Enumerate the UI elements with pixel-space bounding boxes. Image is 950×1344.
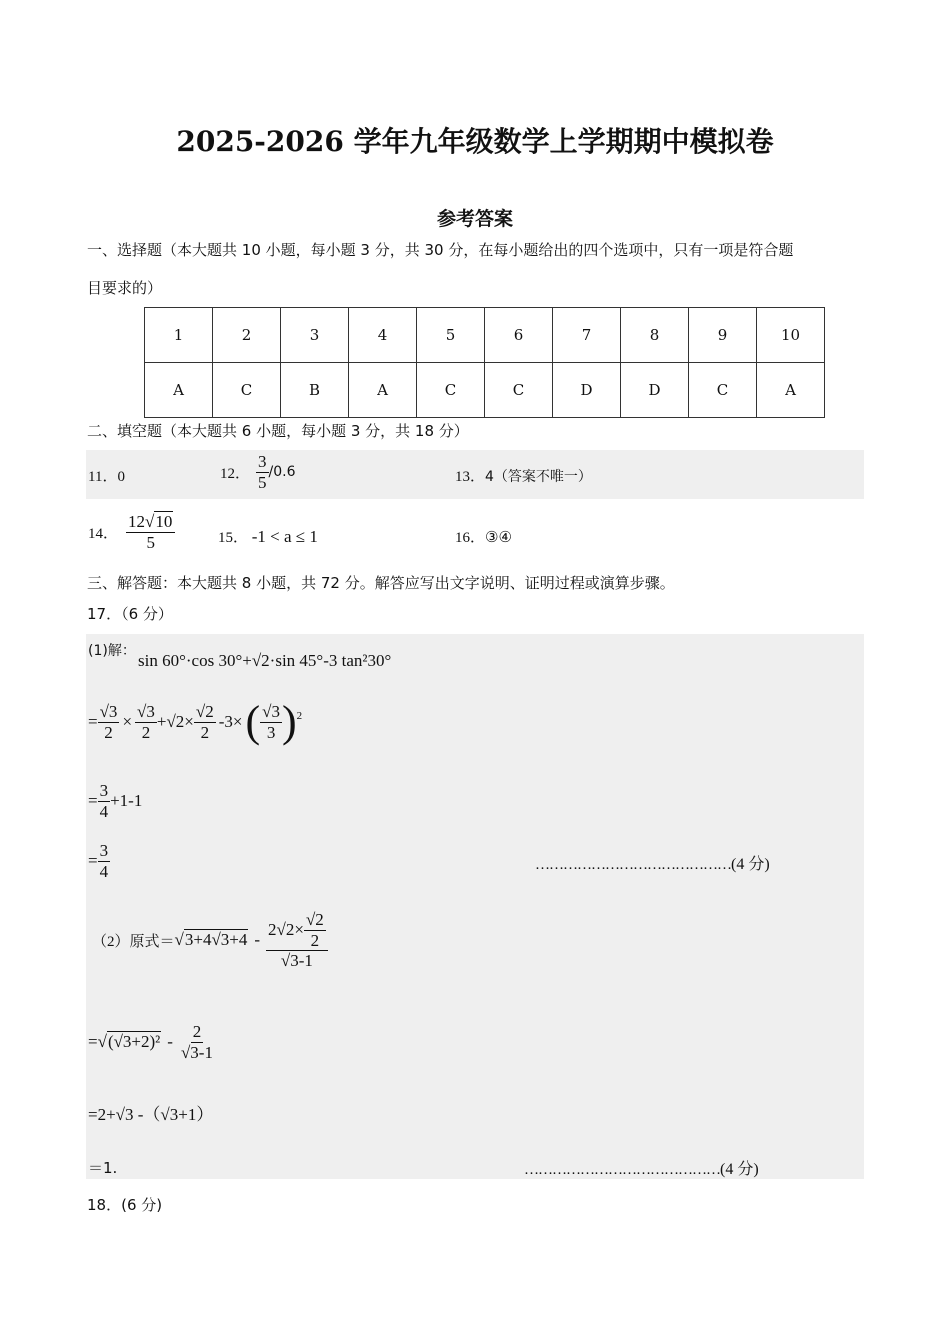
table-cell: 6 — [485, 308, 553, 363]
q16-label: 16． — [455, 530, 486, 546]
part2-step2: =2+√3 -（√3+1） — [88, 1105, 214, 1124]
q15-label: 15． — [218, 530, 249, 546]
fraction: $\frac{√2}{2}$ — [195, 701, 214, 742]
table-cell: C — [485, 363, 553, 418]
section3-heading: 三、解答题：本大题共 8 小题，共 72 分。解答应写出文字说明、证明过程或演算步骤。 — [87, 574, 675, 592]
part2-label: （2）原式＝ — [92, 933, 175, 950]
table-cell: 9 — [689, 308, 757, 363]
q13-answer: 4（答案不唯一） — [485, 469, 592, 485]
score-part2: ……………………………………(4 分) — [524, 1161, 759, 1178]
part1-step1: = $\frac{√3}{2}$ × $\frac{√3}{2}$ +√2× $\frac{√2}{2}$ -3× ( $\frac{√3}{3}$ ) 2 — [88, 697, 303, 746]
part1-step2-tail: +1-1 — [110, 791, 143, 811]
part2-step1: = √ (√3+2)² - $\frac{2}{√3-1}$ — [88, 1022, 213, 1062]
q14-radicand: 10 — [155, 512, 173, 531]
q14-denominator: 5 — [146, 532, 155, 552]
table-cell: 4 — [349, 308, 417, 363]
part1-result: = $\frac{3}{4}$ — [88, 841, 109, 881]
radical-icon: √ — [145, 512, 155, 531]
q14-label: 14． — [88, 525, 119, 542]
table-row-numbers — [145, 308, 825, 363]
section2-heading: 二、填空题（本大题共 6 小题，每小题 3 分，共 18 分） — [87, 422, 469, 440]
table-cell: B — [281, 363, 349, 418]
table-cell: C — [689, 363, 757, 418]
q12-numerator: 3 — [258, 452, 267, 471]
table-cell: A — [145, 363, 213, 418]
q14 — [88, 512, 175, 552]
q13-label: 13． — [455, 469, 486, 485]
table-cell: A — [349, 363, 417, 418]
section1-heading-line2: 目要求的） — [87, 279, 163, 297]
table-cell: 7 — [553, 308, 621, 363]
part2-expression: （2）原式＝ √ 3+4√3+4 - 2√2× $\frac{√2}{2}$ √3-1 — [92, 910, 328, 971]
table-cell: C — [213, 363, 281, 418]
part1-expression: sin 60°·cos 30°+√2·sin 45°-3 tan²30° — [138, 651, 392, 670]
q17-label: 17．（6 分） — [87, 605, 173, 623]
fraction: $\frac{2}{√3-1}$ — [180, 1022, 213, 1062]
choice-answer-table — [144, 307, 825, 418]
fraction: $\frac{3}{4}$ — [99, 781, 109, 821]
score-part2-text: (4 分) — [720, 1161, 759, 1178]
q11-label: 11． — [88, 469, 118, 485]
fraction: $\frac{√3}{2}$ — [99, 701, 118, 742]
table-cell: D — [553, 363, 621, 418]
fraction: $\frac{3}{4}$ — [99, 841, 109, 881]
fraction: $\frac{√3}{2}$ — [137, 701, 155, 742]
q12 — [220, 452, 296, 492]
table-cell: C — [417, 363, 485, 418]
table-cell: 3 — [281, 308, 349, 363]
q15 — [218, 526, 318, 547]
q18-label: 18．(6 分) — [87, 1196, 163, 1214]
q12-label: 12． — [220, 465, 251, 482]
q13 — [455, 465, 592, 486]
q12-fraction — [256, 452, 269, 492]
score-part1-text: (4 分) — [731, 856, 770, 873]
table-cell: 2 — [213, 308, 281, 363]
q14-numerator — [126, 512, 175, 533]
answer-key-subtitle: 参考答案 — [436, 208, 513, 230]
table-cell: A — [757, 363, 825, 418]
table-cell: 10 — [757, 308, 825, 363]
score-part1: ……………………………………(4 分) — [535, 856, 770, 873]
part2-step2-text: 2+√3 -（√3+1） — [97, 1105, 214, 1124]
part1-step2: = $\frac{3}{4}$ +1-1 — [88, 781, 143, 821]
table-cell: 5 — [417, 308, 485, 363]
q14-fraction — [126, 512, 175, 552]
fraction: $\frac{√3}{3}$ — [262, 701, 280, 742]
q16 — [455, 526, 512, 547]
q14-coefficient: 12 — [128, 512, 146, 531]
table-row-answers — [145, 363, 825, 418]
table-cell: D — [621, 363, 689, 418]
fraction: 2√2× $\frac{√2}{2}$ √3-1 — [266, 910, 328, 971]
q12-alt-answer: /0.6 — [268, 464, 296, 481]
table-cell: 8 — [621, 308, 689, 363]
q12-denominator: 5 — [258, 472, 267, 492]
q15-answer: -1 < a ≤ 1 — [251, 527, 318, 546]
q16-answer: ③④ — [485, 528, 512, 546]
table-cell: 1 — [145, 308, 213, 363]
section1-heading-line1: 一、选择题（本大题共 10 小题，每小题 3 分，共 30 分，在每小题给出的四个选项中，只有一项是符合题 — [87, 241, 794, 259]
q11-answer: 0 — [117, 469, 125, 485]
part1-label: (1)解： — [88, 643, 136, 659]
page-title: 2025-2026 学年九年级数学上学期期中模拟卷 — [176, 125, 774, 158]
part2-result: ＝1. — [88, 1159, 118, 1177]
q11 — [88, 465, 125, 486]
